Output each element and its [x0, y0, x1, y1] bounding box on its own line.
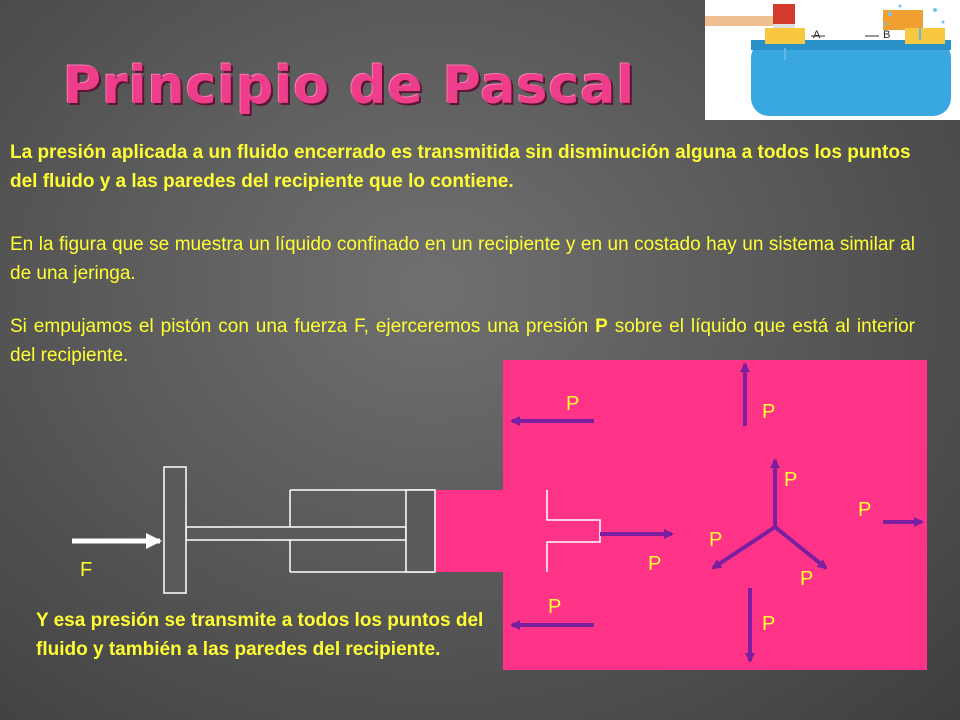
plunger-handle — [164, 467, 186, 593]
piston-explanation: Si empujamos el pistón con una fuerza F, ejerceremos una presión P sobre el líquido que está al interior del recipiente. — [10, 316, 915, 366]
figure-description: En la figura que se muestra un líquido confinado en un recipiente y en un costado hay un sistema similar al de una jeringa. — [10, 234, 915, 284]
transmission-text: Y esa presión se transmite a todos los puntos del fluido y también a las paredes del recipiente. — [36, 610, 484, 660]
syringe-fluid — [435, 490, 547, 572]
plunger-rod — [186, 527, 406, 540]
pressure-label: P — [762, 401, 776, 423]
pressure-label: P — [566, 393, 580, 415]
label-b: B — [883, 29, 891, 41]
pressure-label: P — [800, 568, 814, 590]
pressure-label: P — [648, 553, 662, 575]
pressure-label: P — [784, 469, 798, 491]
pressure-label: P — [548, 596, 562, 618]
label-a: A — [813, 29, 821, 41]
pressure-label: P — [858, 499, 872, 521]
piston-head — [406, 490, 435, 572]
force-label: F — [80, 559, 93, 581]
slide-title: Principio de Pascal — [63, 56, 636, 116]
pressure-label: P — [709, 529, 723, 551]
definition-text: La presión aplicada a un fluido encerrado es transmitida sin disminución alguna a todos los puntos del fluido y a las paredes del recipiente que lo contiene. — [10, 142, 911, 192]
pressure-label: P — [762, 613, 776, 635]
pressure-symbol: P — [595, 316, 608, 337]
